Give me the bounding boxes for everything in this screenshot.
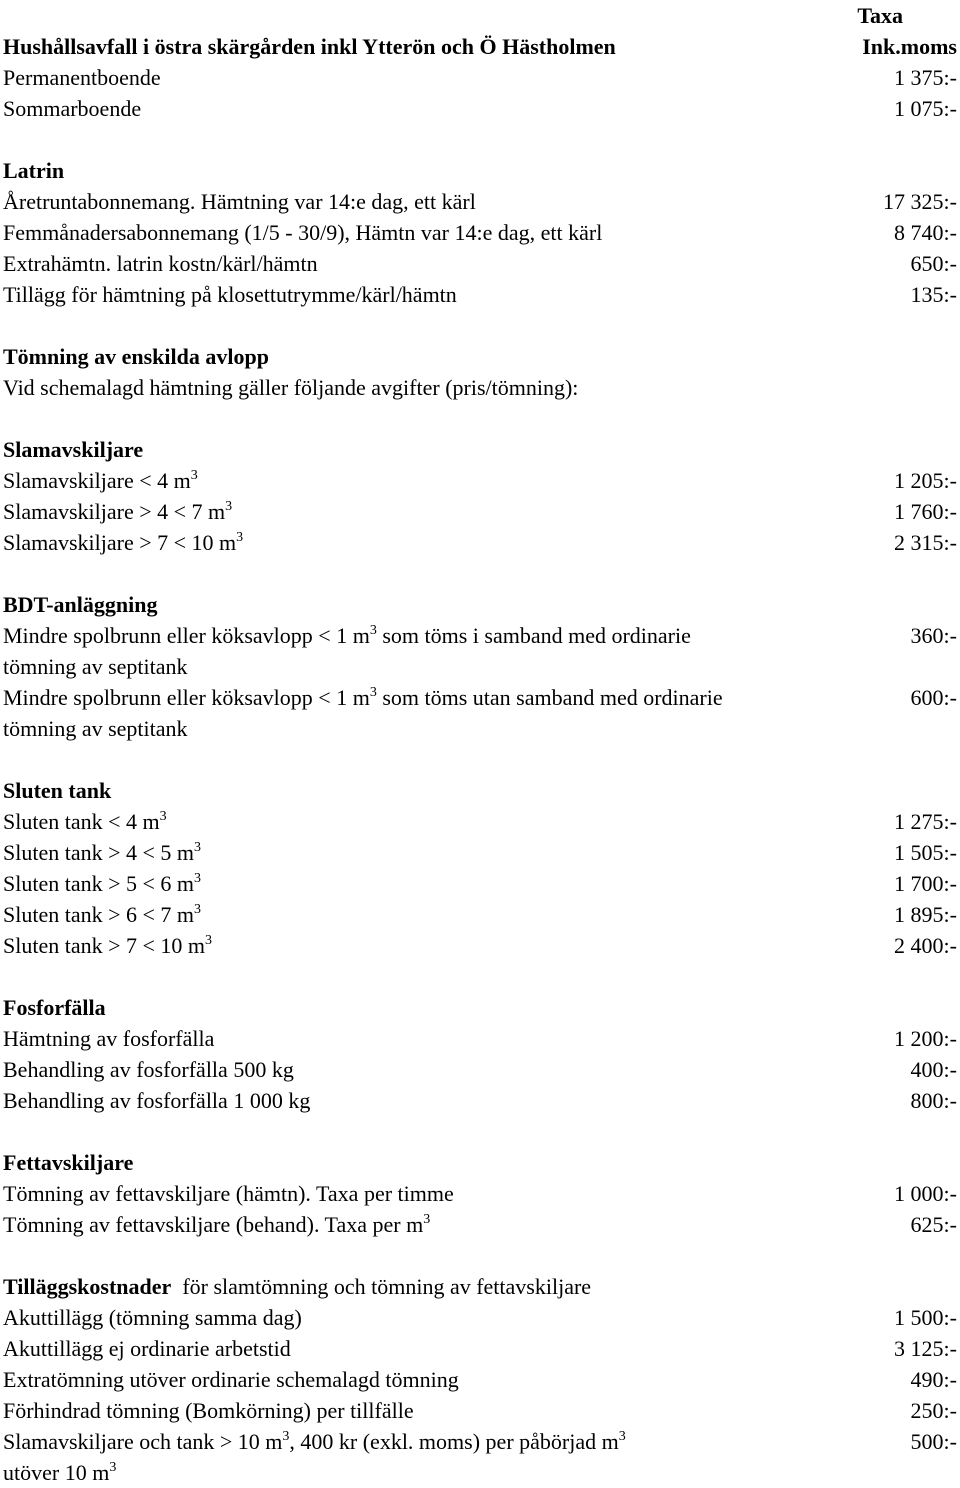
price-row: [3, 465, 957, 496]
price-row: [3, 1085, 957, 1116]
column-header-moms: Ink.moms: [862, 34, 957, 59]
price-row: [3, 682, 957, 744]
section-intro: [3, 372, 957, 403]
heading-sluten-tank: Sluten tank: [3, 778, 112, 803]
price-row: [3, 620, 957, 682]
row-label: Hämtning av fosforfälla: [3, 1026, 215, 1051]
row-label: Sluten tank > 4 < 5 $m^3$: [3, 840, 202, 865]
price-row: [3, 1364, 957, 1395]
row-price: 1 075:-: [894, 96, 957, 121]
row-price: 250:-: [910, 1398, 957, 1423]
price-row-continuation: [3, 1457, 957, 1488]
section-heading: [3, 775, 957, 806]
price-row: [3, 1209, 957, 1240]
section-heading: [3, 992, 957, 1023]
price-row: [3, 1333, 957, 1364]
row-price: 1 760:-: [894, 499, 957, 524]
price-row: [3, 279, 957, 310]
header-row-1: [3, 0, 957, 31]
price-row: [3, 899, 957, 930]
row-price: 1 895:-: [894, 902, 957, 927]
price-row: [3, 806, 957, 837]
row-label: Slamavskiljare > 7 < 10 $m^3$: [3, 530, 244, 555]
row-price: 1 275:-: [894, 809, 957, 834]
price-row: [3, 930, 957, 961]
heading-avlopp: Tömning av enskilda avlopp: [3, 344, 269, 369]
heading-bdt: BDT-anläggning: [3, 592, 158, 617]
intro-text: Vid schemalagd hämtning gäller följande avgifter (pris/tömning):: [3, 375, 579, 400]
row-price: 490:-: [910, 1367, 957, 1392]
section-heading: [3, 155, 957, 186]
row-label: Tömning av fettavskiljare (hämtn). Taxa per timme: [3, 1181, 454, 1206]
row-price: 1 000:-: [894, 1181, 957, 1206]
price-row: [3, 62, 957, 93]
row-label: Permanentboende: [3, 65, 161, 90]
heading-slamavskiljare: Slamavskiljare: [3, 437, 144, 462]
row-label: Slamavskiljare > 4 < 7 $m^3$: [3, 499, 233, 524]
row-price: 800:-: [910, 1088, 957, 1113]
row-label: Extratömning utöver ordinarie schemalagd tömning: [3, 1367, 459, 1392]
row-price: 2 315:-: [894, 530, 957, 555]
row-label: Mindre spolbrunn eller köksavlopp < 1 $m^3$ som töms utan samband med ordinarie tömning av septitank: [3, 685, 723, 741]
row-label: Extrahämtn. latrin kostn/kärl/hämtn: [3, 251, 318, 276]
price-row: [3, 1426, 957, 1457]
row-label: Slamavskiljare och tank > 10 $m^3$, 400 kr (exkl. moms) per påbörjad $m^3$: [3, 1429, 626, 1454]
heading-latrin: Latrin: [3, 158, 65, 183]
column-header-taxa: Taxa: [857, 3, 903, 28]
row-price: 1 500:-: [894, 1305, 957, 1330]
price-row: [3, 1395, 957, 1426]
row-label: Akuttillägg ej ordinarie arbetstid: [3, 1336, 291, 1361]
row-label: Förhindrad tömning (Bomkörning) per tillfälle: [3, 1398, 414, 1423]
price-row: [3, 1023, 957, 1054]
row-label: Behandling av fosforfälla 1 000 kg: [3, 1088, 311, 1113]
row-label: utöver 10 $m^3$: [3, 1460, 117, 1485]
row-label: Akuttillägg (tömning samma dag): [3, 1305, 302, 1330]
row-label: Tömning av fettavskiljare (behand). Taxa per $m^3$: [3, 1212, 431, 1237]
row-price: 1 205:-: [894, 468, 957, 493]
row-price: 500:-: [910, 1429, 957, 1454]
row-price: 1 700:-: [894, 871, 957, 896]
row-label: Sluten tank > 6 < 7 $m^3$: [3, 902, 202, 927]
price-row: [3, 1302, 957, 1333]
row-label: Tillägg för hämtning på klosettutrymme/kärl/hämtn: [3, 282, 457, 307]
price-row: [3, 248, 957, 279]
row-price: 8 740:-: [894, 220, 957, 245]
heading-tillaggskostnader: Tilläggskostnader för slamtömning och tömning av fettavskiljare: [3, 1274, 592, 1299]
row-price: 1 505:-: [894, 840, 957, 865]
row-label: Femmånadersabonnemang (1/5 - 30/9), Hämtn var 14:e dag, ett kärl: [3, 220, 603, 245]
price-row: [3, 93, 957, 124]
price-row: [3, 1054, 957, 1085]
section-heading: [3, 1147, 957, 1178]
row-price: 135:-: [910, 282, 957, 307]
row-price: 1 200:-: [894, 1026, 957, 1051]
row-label: Sluten tank < 4 $m^3$: [3, 809, 167, 834]
section-heading: [3, 341, 957, 372]
price-row: [3, 186, 957, 217]
heading-fosforfalla: Fosforfälla: [3, 995, 106, 1020]
row-price: 360:-: [910, 623, 957, 648]
price-list: [3, 0, 957, 1488]
row-price: 400:-: [910, 1057, 957, 1082]
row-price: 3 125:-: [894, 1336, 957, 1361]
row-price: 650:-: [910, 251, 957, 276]
row-label: Slamavskiljare < 4 $m^3$: [3, 468, 198, 493]
price-row: [3, 868, 957, 899]
price-row: [3, 527, 957, 558]
row-price: 625:-: [910, 1212, 957, 1237]
row-label: Sluten tank > 5 < 6 $m^3$: [3, 871, 202, 896]
row-price: 17 325:-: [883, 189, 957, 214]
row-label: Behandling av fosforfälla 500 kg: [3, 1057, 294, 1082]
row-label: Åretruntabonnemang. Hämtning var 14:e dag, ett kärl: [3, 189, 476, 214]
row-price: 1 375:-: [894, 65, 957, 90]
section-heading: [3, 1271, 957, 1302]
row-price: 600:-: [910, 685, 957, 710]
row-price: 2 400:-: [894, 933, 957, 958]
price-row: [3, 837, 957, 868]
row-label: Mindre spolbrunn eller köksavlopp < 1 $m^3$ som töms i samband med ordinarie tömning av septitank: [3, 623, 691, 679]
header-row-2: [3, 31, 957, 62]
price-row: [3, 496, 957, 527]
page-title: Hushållsavfall i östra skärgården inkl Ytterön och Ö Hästholmen: [3, 34, 616, 59]
heading-fettavskiljare: Fettavskiljare: [3, 1150, 134, 1175]
row-label: Sluten tank > 7 < 10 $m^3$: [3, 933, 213, 958]
row-label: Sommarboende: [3, 96, 142, 121]
section-heading: [3, 589, 957, 620]
section-heading: [3, 434, 957, 465]
price-row: [3, 217, 957, 248]
price-row: [3, 1178, 957, 1209]
